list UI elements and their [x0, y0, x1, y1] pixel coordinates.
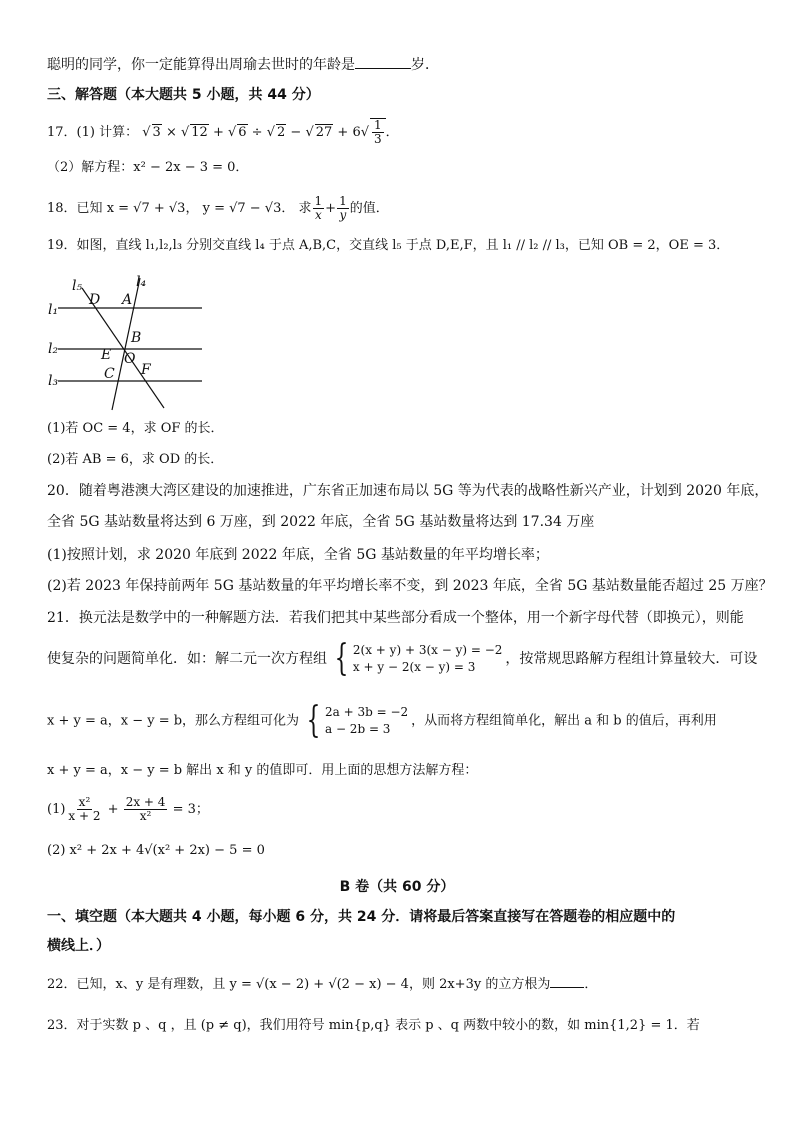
label-l4: l₄	[136, 274, 147, 290]
section3-title: 三、解答题（本大题共 5 小题，共 44 分）	[47, 87, 320, 103]
q19-stem: 19．如图，直线 l₁,l₂,l₃ 分别交直线 l₄ 于点 A,B,C，交直线 l₅ 于点 D,E,F，且 l₁ // l₂ // l₃，已知 OB = 2，OE = 3．	[47, 238, 730, 253]
fill-title-line1: 一、填空题（本大题共 4 小题，每小题 6 分，共 24 分．请将最后答案直接写在答题卷的相应题中的	[47, 909, 676, 925]
q19-part2: (2)若 AB = 6，求 OD 的长．	[47, 452, 224, 467]
q17-part2: （2）解方程：x² − 2x − 3 = 0．	[47, 160, 249, 175]
frac2-den: x²	[139, 809, 152, 823]
label-F: F	[141, 362, 151, 378]
q21-line2-before: 使复杂的问题简单化．如：解二元一次方程组	[47, 651, 327, 667]
label-l5: l₅	[72, 278, 83, 294]
q21-part1-tail: = 3；	[172, 802, 209, 817]
sys1-row2: x + y − 2(x − y) = 3	[352, 660, 476, 674]
frac1-num: x²	[78, 795, 91, 809]
q23-line: 23．对于实数 p 、q ，且 (p ≠ q)，我们用符号 min{p,q} 表示 p 、q 两数中较小的数，如 min{1,2} = 1．若	[47, 1018, 700, 1033]
intro-line	[47, 54, 439, 75]
q18-ask: 求	[298, 201, 312, 216]
q20-line1: 20．随着粤港澳大湾区建设的加速推进，广东省正加速布局以 5G 等为代表的战略性新兴产业，计划到 2020 年底，	[47, 483, 769, 499]
q21-line4: x + y = a，x − y = b 解出 x 和 y 的值即可．用上面的思想方法解方程：	[47, 763, 478, 778]
q22-tail: ．	[584, 977, 598, 992]
label-E: E	[101, 347, 112, 363]
frac1-den: x + 2	[68, 809, 101, 823]
q20-part1: (1)按照计划，求 2020 年底到 2022 年底，全省 5G 基站数量的年平均增长率；	[47, 547, 549, 563]
q21-line1: 21．换元法是数学中的一种解题方法．若我们把其中某些部分看成一个整体，用一个新字母代替（即换元），则能	[47, 610, 744, 626]
label-A: A	[122, 292, 133, 308]
q22-answer-blank	[550, 973, 584, 988]
frac2-num: 2x + 4	[125, 795, 166, 809]
q18-end: 的值．	[349, 201, 389, 216]
label-O: O	[124, 351, 136, 367]
q17-part1	[47, 118, 399, 146]
q21-line3	[47, 700, 717, 741]
label-l2: l₂	[48, 341, 59, 357]
sys2-row2: a − 2b = 3	[324, 722, 391, 736]
sys2-row1: 2a + 3b = −2	[324, 705, 409, 719]
system-2: { 2a + 3b = −2 a − 2b = 3	[306, 700, 409, 741]
q18-prefix: 18．已知	[47, 201, 103, 216]
intro-text: 聪明的同学，你一定能算得出周瑜去世时的年龄是	[47, 57, 355, 73]
q17-expression: √ 3 × √ 12 + √ 6 ÷ √ 2 − √ 27 + 6√ $\frac{1}{3}$ ．	[142, 118, 399, 146]
q20-line2: 全省 5G 基站数量将达到 6 万座，到 2022 年底，全省 5G 基站数量将达到 17.34 万座	[47, 514, 595, 530]
label-l1: l₁	[48, 302, 59, 318]
label-B: B	[131, 330, 142, 346]
q21-line3-after: ，从而将方程组简单化，解出 a 和 b 的值后，再利用	[411, 713, 717, 729]
label-l3: l₃	[48, 373, 59, 389]
q18-y-def: y = √7 − √3．	[202, 201, 295, 216]
q22-text: 22．已知，x、y 是有理数，且 y = √(x − 2) + √(2 − x) − 4，则 2x+3y 的立方根为	[47, 977, 551, 992]
q21-part2: (2) x² + 2x + 4√(x² + 2x) − 5 = 0	[47, 843, 265, 858]
q21-part1: (1) $\frac{\text{x²}}{x + 2}$ + $\frac{2x + 4}{\text{x²}}$ = 3；	[47, 795, 209, 823]
intro-tail: 岁．	[411, 57, 439, 73]
q21-line2	[47, 638, 758, 679]
label-C: C	[104, 366, 115, 382]
b-section-title: B 卷（共 60 分）	[339, 879, 455, 895]
q19-part1: (1)若 OC = 4，求 OF 的长．	[47, 421, 224, 436]
label-D: D	[89, 292, 101, 308]
fill-title-line2: 横线上．）	[47, 938, 110, 954]
q21-line2-after: ，按常规思路解方程组计算量较大．可设	[505, 651, 758, 667]
q17-part1-prefix: 17．(1) 计算：	[47, 125, 139, 140]
answer-blank	[355, 54, 411, 69]
q21-part1-label: (1)	[47, 802, 66, 817]
sys1-row1: 2(x + y) + 3(x − y) = −2	[352, 643, 503, 657]
q18-line: 18．已知 x = √7 + √3， y = √7 − √3． 求 $\frac{1}{x}$ + $\frac{1}{y}$ 的值．	[47, 194, 389, 222]
q22-line	[47, 973, 597, 995]
q18-x-def: x = √7 + √3，	[106, 201, 199, 216]
system-1: { 2(x + y) + 3(x − y) = −2 x + y − 2(x − y) = 3	[334, 638, 503, 679]
q19-figure	[44, 268, 209, 413]
q20-part2: (2)若 2023 年保持前两年 5G 基站数量的年平均增长率不变，到 2023 年底，全省 5G 基站数量能否超过 25 万座？	[47, 578, 773, 594]
q21-line3-before: x + y = a，x − y = b，那么方程组可化为	[47, 713, 300, 729]
